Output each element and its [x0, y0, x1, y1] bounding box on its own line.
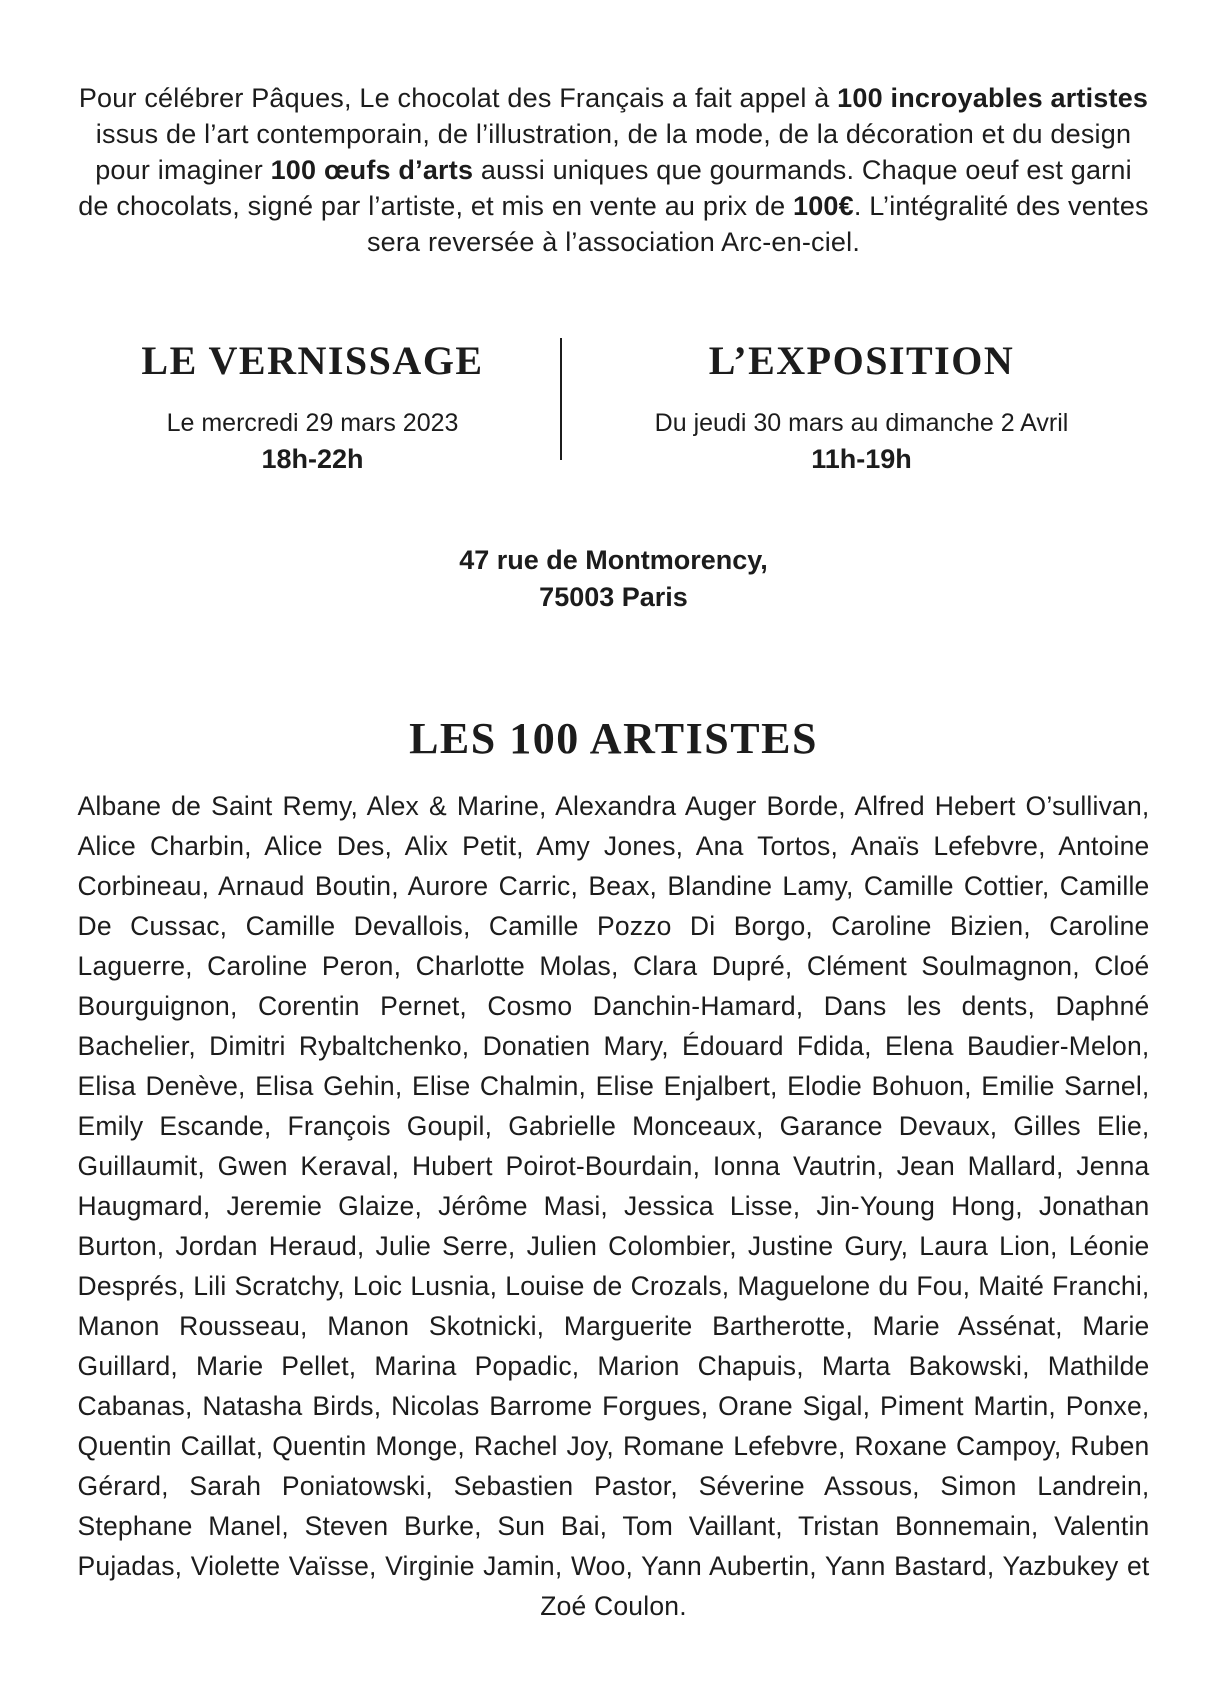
vernissage-hours: 18h-22h — [261, 444, 364, 474]
artists-heading: LES 100 ARTISTES — [409, 714, 818, 763]
column-divider — [560, 338, 562, 460]
intro-text-segment: aussi uniques que gourmands. Chaque oeuf est garni de chocolats, signé par l’artiste, et mis en vente au prix de — [78, 155, 1132, 221]
address-block — [0, 542, 1227, 616]
exposition-date: Du jeudi 30 mars au dimanche 2 Avril — [654, 409, 1069, 437]
intro-bold-segment: 100 œufs d’arts — [270, 155, 474, 185]
intro-text-segment: Pour célébrer Pâques, Le chocolat des Français a fait appel à — [78, 83, 838, 113]
intro-paragraph — [78, 0, 1150, 260]
intro-bold-segment: 100 incroyables artistes — [837, 83, 1149, 113]
intro-bold-segment: 100€ — [793, 191, 854, 221]
intro-text-segment: . L’intégralité des ventes sera reversée à l’association Arc-en-ciel. — [366, 191, 1149, 257]
address-line-1: 47 rue de Montmorency, — [459, 545, 768, 575]
events-section — [78, 338, 1150, 478]
intro-text-segment: issus de l’art contemporain, de l’illustration, de la mode, de la décoration et du design pour imaginer — [95, 119, 1132, 185]
exposition-title: L’EXPOSITION — [708, 338, 1015, 383]
vernissage-title: LE VERNISSAGE — [141, 338, 484, 383]
address-line-2: 75003 Paris — [539, 582, 688, 612]
vernissage-date: Le mercredi 29 mars 2023 — [166, 409, 459, 437]
artists-list: Albane de Saint Remy, Alex & Marine, Alexandra Auger Borde, Alfred Hebert O’sullivan, Alice Charbin, Alice Des, Alix Petit, Amy Jones, Ana Tortos, Anaïs Lefebvre, Antoine Corbineau, Arnaud Boutin, Aurore Carric, Beax, Blandine Lamy, Camille Cottier, Camille De Cussac, Camille Devallois, Camille Pozzo Di Borgo, Caroline Bizien, Caroline Laguerre, Caroline Peron, Charlotte Molas, Clara Dupré, Clément Soulmagnon, Cloé Bourguignon, Corentin Pernet, Cosmo Danchin-Hamard, Dans les dents, Daphné Bachelier, Dimitri Rybaltchenko, Donatien Mary, Édouard Fdida, Elena Baudier-Melon, Elisa Denève, Elisa Gehin, Elise Chalmin, Elise Enjalbert, Elodie Bohuon, Emilie Sarnel, Emily Escande, François Goupil, Gabrielle Monceaux, Garance Devaux, Gilles Elie, Guillaumit, Gwen Keraval, Hubert Poirot-Bourdain, Ionna Vautrin, Jean Mallard, Jenna Haugmard, Jeremie Glaize, Jérôme Masi, Jessica Lisse, Jin-Young Hong, Jonathan Burton, Jordan Heraud, Julie Serre, Julien Colombier, Justine Gury, Laura Lion, Léonie Després, Lili Scratchy, Loic Lusnia, Louise de Crozals, Maguelone du Fou, Maité Franchi, Manon Rousseau, Manon Skotnicki, Marguerite Bartherotte, Marie Assénat, Marie Guillard, Marie Pellet, Marina Popadic, Marion Chapuis, Marta Bakowski, Mathilde Cabanas, Natasha Birds, Nicolas Barrome Forgues, Orane Sigal, Piment Martin, Ponxe, Quentin Caillat, Quentin Monge, Rachel Joy, Romane Lefebvre, Roxane Campoy, Ruben Gérard, Sarah Poniatowski, Sebastien Pastor, Séverine Assous, Simon Landrein, Stephane Manel, Steven Burke, Sun Bai, Tom Vaillant, Tristan Bonnemain, Valentin Pujadas, Violette Vaïsse, Virginie Jamin, Woo, Yann Aubertin, Yann Bastard, Yazbukey et Zoé Coulon. — [77, 791, 1150, 1621]
exposition-column — [574, 338, 1150, 478]
exposition-hours: 11h-19h — [811, 444, 912, 474]
vernissage-column — [78, 338, 548, 478]
